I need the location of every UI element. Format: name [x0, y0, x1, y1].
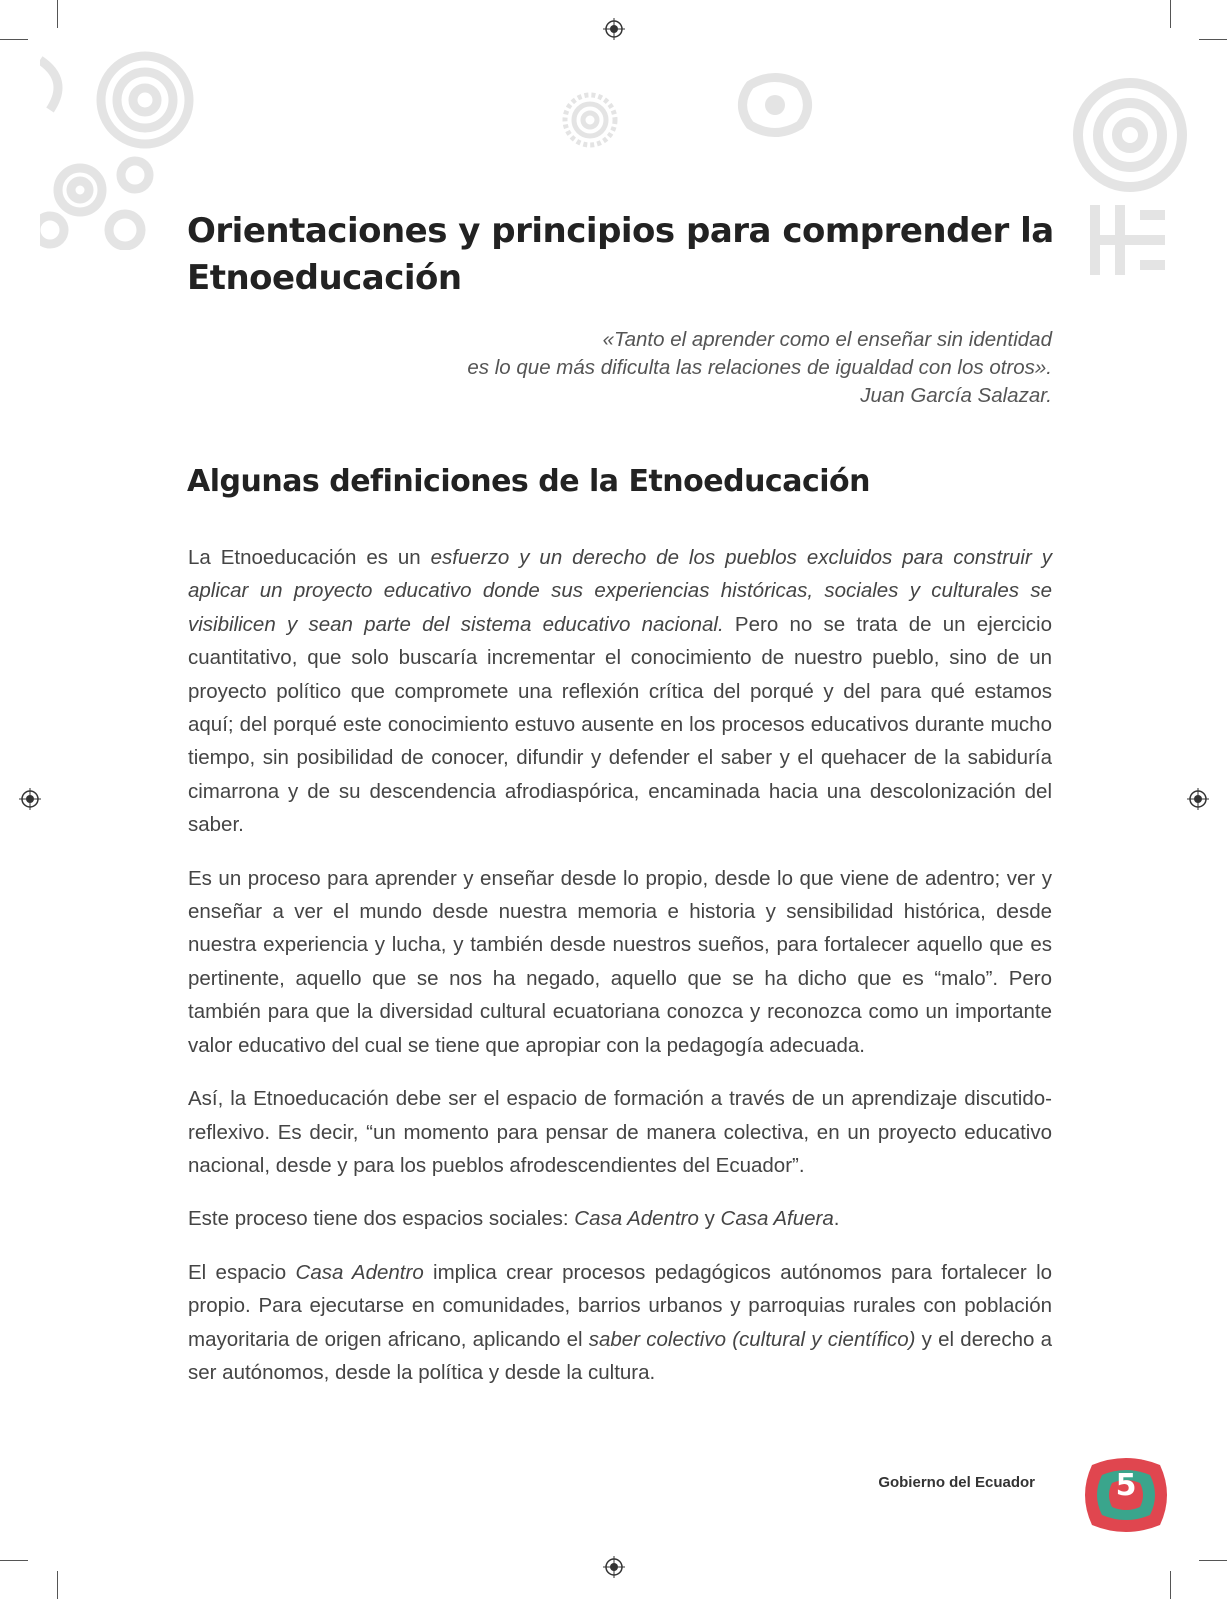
epigraph-quote [292, 326, 1052, 410]
paragraph: Así, la Etnoeducación debe ser el espacio de formación a través de un aprendizaje discutido-reflexivo. Es decir, “un momento para pensar de manera colectiva, en un proyecto educativo nacional, desde y para los pueblos afrodescendientes del Ecuador”. [188, 1087, 1052, 1177]
crop-mark [1199, 1560, 1227, 1561]
registration-mark-icon [603, 1556, 625, 1578]
italic-run: Casa Adentro [295, 1260, 424, 1284]
text-run: implica crear procesos pedagógicos autónomos para fortalecer lo propio. Para ejecutarse en comunidades, barrios urbanos y parroquias rurales con población mayoritaria de origen africano, aplicando el [188, 1260, 1053, 1351]
spiral-ornament-icon [560, 90, 620, 150]
crop-mark [0, 1560, 28, 1561]
italic-run: Casa Afuera [720, 1207, 834, 1231]
text-run: La Etnoeducación es un [188, 546, 431, 569]
body-text [188, 541, 1052, 1409]
crop-mark [1199, 39, 1227, 40]
crop-mark [1170, 0, 1171, 28]
footer-publisher: Gobierno del Ecuador [878, 1474, 1035, 1491]
paragraph [188, 1256, 1052, 1390]
spiral-ornament-icon [40, 40, 200, 250]
text-run: El espacio [188, 1260, 296, 1284]
text-run: . [833, 1207, 840, 1231]
paragraph [188, 541, 1052, 842]
registration-mark-icon [1187, 788, 1209, 810]
paragraph [188, 1202, 1052, 1235]
section-heading: Algunas definiciones de la Etnoeducación [187, 464, 870, 499]
page-number: 5 [1115, 1468, 1137, 1503]
crop-mark [1170, 1571, 1171, 1599]
crop-mark [0, 39, 28, 40]
concentric-circles-ornament-icon [1040, 75, 1227, 290]
registration-mark-icon [603, 18, 625, 40]
quote-line: «Tanto el aprender como el enseñar sin identidad [602, 328, 1052, 351]
paragraph: Es un proceso para aprender y enseñar desde lo propio, desde lo que viene de adentro; ver y enseñar a ver el mundo desde nuestra memoria e historia y sensibilidad histórica, desde nuestra experiencia y lucha, y también desde nuestros sueños, para fortalecer aquello que es pertinente, aquello que se nos ha negado, aquello que se ha dicho que es “malo”. Pero también para que la diversidad cultural ecuatoriana conozca y reconozca como un importante valor educativo del cual se tiene que apropiar con la pedagogía adecuada. [188, 866, 1052, 1057]
text-run: y el derecho a ser autónomos, desde la política y desde la cultura. [188, 1327, 1052, 1384]
page-title: Orientaciones y principios para comprender la Etnoeducación [187, 211, 1054, 298]
quote-line: es lo que más dificulta las relaciones de igualdad con los otros». [467, 356, 1052, 379]
registration-mark-icon [19, 788, 41, 810]
italic-run: saber colectivo (cultural y científico) [588, 1327, 916, 1351]
text-run: Este proceso tiene dos espacios sociales: [188, 1207, 575, 1231]
italic-run: Casa Adentro [574, 1207, 699, 1231]
text-run: y [698, 1207, 721, 1231]
text-run: Pero no se trata de un ejercicio cuantitativo, que solo buscaría incrementar el conocimiento de nuestro pueblo, sino de un proyecto político que compromete una reflexión crítica del porqué y del para qué estamos aquí; del porqué este conocimiento estuvo ausente en los procesos educativos durante mucho tiempo, sin posibilidad de conocer, difundir y defender el saber y el quehacer de la sabiduría cimarrona y de su descendencia afrodiaspórica, encaminada hacia una descolonización del saber. [188, 612, 1052, 837]
crop-mark [57, 1571, 58, 1599]
flower-ornament-icon [735, 65, 815, 145]
crop-mark [57, 0, 58, 28]
quote-author: Juan García Salazar. [860, 384, 1052, 407]
italic-run: esfuerzo y un derecho de los pueblos excluidos para construir y aplicar un proyecto educativo donde sus experiencias históricas, sociales y culturales se visibilicen y sean parte del sistema educativo nacional. [188, 546, 1052, 636]
